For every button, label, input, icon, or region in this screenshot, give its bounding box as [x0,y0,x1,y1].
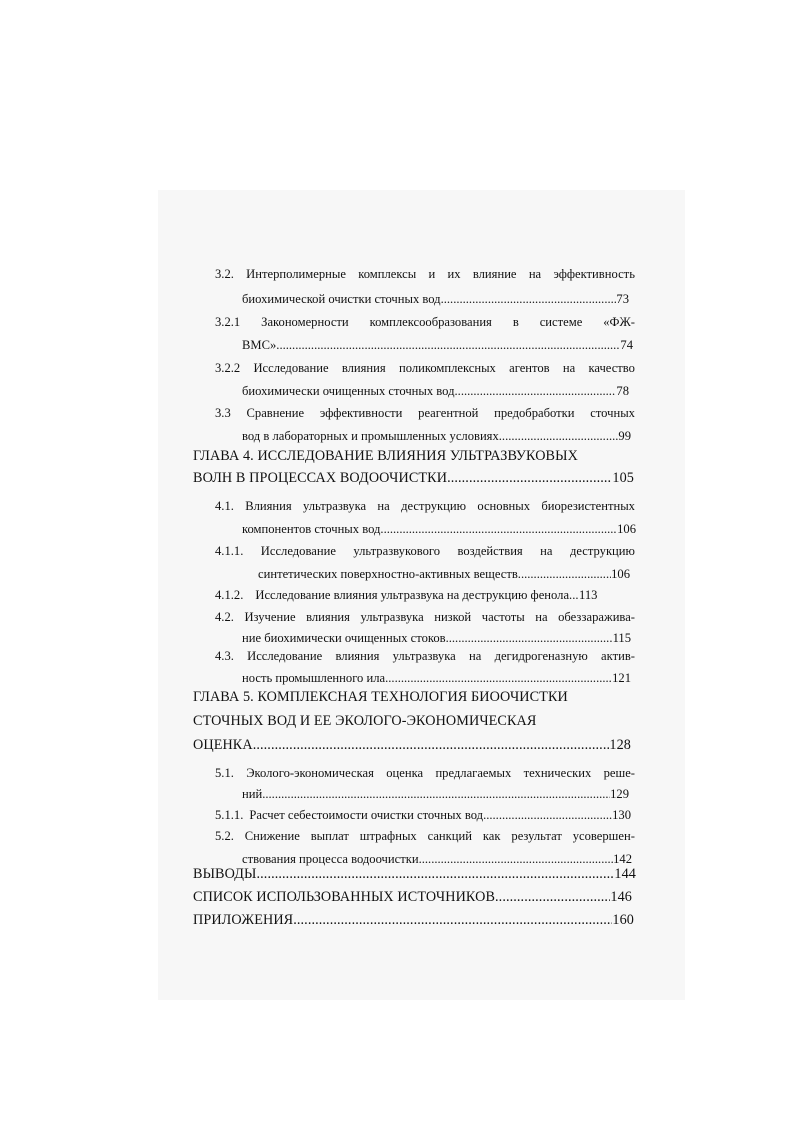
page-number: 128 [609,737,631,753]
page-number: 144 [614,866,636,882]
toc-entry-3-3-cont: вод в лабораторных и промышленных условиях ..... 99 [242,428,631,444]
page-number: 106 [611,567,630,581]
page-number: 113 [579,588,598,602]
toc-entry-4-3-cont: ность промышленного ила ..... 121 [242,670,631,686]
entry-number: 4.2. [215,610,234,624]
toc-entry-4-2-cont: ние биохимически очищенных стоков ..... 115 [242,630,631,646]
toc-entry-3-2-2-cont: биохимически очищенных сточных вод ..... 78 [242,383,629,399]
toc-entry-4-3: 4.3. Исследование влияния ультразвука на дегидрогеназную актив- [215,649,635,663]
toc-references: СПИСОК ИСПОЛЬЗОВАННЫХ ИСТОЧНИКОВ ..... 146 [193,889,632,905]
toc-appendices: ПРИЛОЖЕНИЯ ..... 160 [193,912,634,928]
entry-number: 4.3. [215,649,234,663]
page-number: 130 [612,808,631,822]
chapter-4-heading: ГЛАВА 4. ИССЛЕДОВАНИЕ ВЛИЯНИЯ УЛЬТРАЗВУКОВЫХ [193,448,578,464]
toc-entry-5-1: 5.1. Эколого-экономическая оценка предлагаемых технических реше- [215,766,635,780]
toc-entry-3-2-1: 3.2.1 Закономерности комплексообразования в системе «ФЖ- [215,315,635,329]
toc-entry-4-1-1: 4.1.1. Исследование ультразвукового воздействия на деструкцию [215,544,635,558]
page-number: 106 [617,522,636,536]
page-number: 146 [610,889,632,905]
entry-number: 3.2. [215,267,234,281]
page-number: 105 [612,470,634,486]
toc-entry-3-2: 3.2. Интерполимерные комплексы и их влияние на эффективность [215,267,635,281]
entry-number: 5.2. [215,829,234,843]
toc-entry-4-1-2: 4.1.2. Исследование влияния ультразвука на деструкцию фенола ..... 113 [215,587,625,603]
toc-entry-3-2-2: 3.2.2 Исследование влияния поликомплексных агентов на качество [215,361,635,375]
page-number: 115 [612,631,631,645]
toc-conclusions: ВЫВОДЫ ..... 144 [193,866,636,882]
toc-entry-5-1-1: 5.1.1. Расчет себестоимости очистки сточных вод ..... 130 [215,807,631,823]
entry-number: 4.1.2. [215,588,244,602]
page-number: 160 [612,912,634,928]
page-number: 78 [616,384,629,398]
toc-entry-4-1-cont: компонентов сточных вод ..... 106 [242,521,636,537]
toc-entry-3-3: 3.3 Сравнение эффективности реагентной предобработки сточных [215,406,635,420]
toc-entry-4-2: 4.2. Изучение влияния ультразвука низкой частоты на обеззаражива- [215,610,635,624]
toc-entry-5-2-cont: ствования процесса водоочистки ..... 142 [242,851,632,867]
page-number: 73 [616,292,629,306]
entry-number: 3.2.2 [215,361,241,375]
toc-entry-4-1: 4.1. Влияния ультразвука на деструкцию основных биорезистентных [215,499,635,513]
entry-number: 4.1.1. [215,544,244,558]
entry-number: 5.1.1. [215,808,244,822]
chapter-5-heading-line2: СТОЧНЫХ ВОД И ЕЕ ЭКОЛОГО-ЭКОНОМИЧЕСКАЯ [193,713,537,729]
toc-entry-3-2-1-cont: ВМС» ..... 74 [242,337,633,353]
toc-entry-3-2-cont: биохимической очистки сточных вод ..... 73 [242,291,629,307]
entry-number: 3.2.1 [215,315,241,329]
toc-entry-5-1-cont: ний ..... 129 [242,786,629,802]
page-number: 129 [610,787,629,801]
chapter-5-heading-cont: ОЦЕНКА ..... 128 [193,737,631,753]
entry-number: 4.1. [215,499,234,513]
toc-entry-4-1-1-cont: синтетических поверхностно-активных веществ ..... 106 [258,566,630,582]
page-number: 99 [618,429,631,443]
chapter-4-heading-cont: ВОЛН В ПРОЦЕССАХ ВОДООЧИСТКИ ..... 105 [193,470,634,486]
page-number: 74 [620,338,633,352]
chapter-5-heading: ГЛАВА 5. КОМПЛЕКСНАЯ ТЕХНОЛОГИЯ БИООЧИСТКИ [193,689,568,705]
entry-number: 3.3 [215,406,231,420]
toc-entry-5-2: 5.2. Снижение выплат штрафных санкций как результат усовершен- [215,829,635,843]
page-number: 121 [612,671,631,685]
page-number: 142 [613,852,632,866]
entry-number: 5.1. [215,766,234,780]
